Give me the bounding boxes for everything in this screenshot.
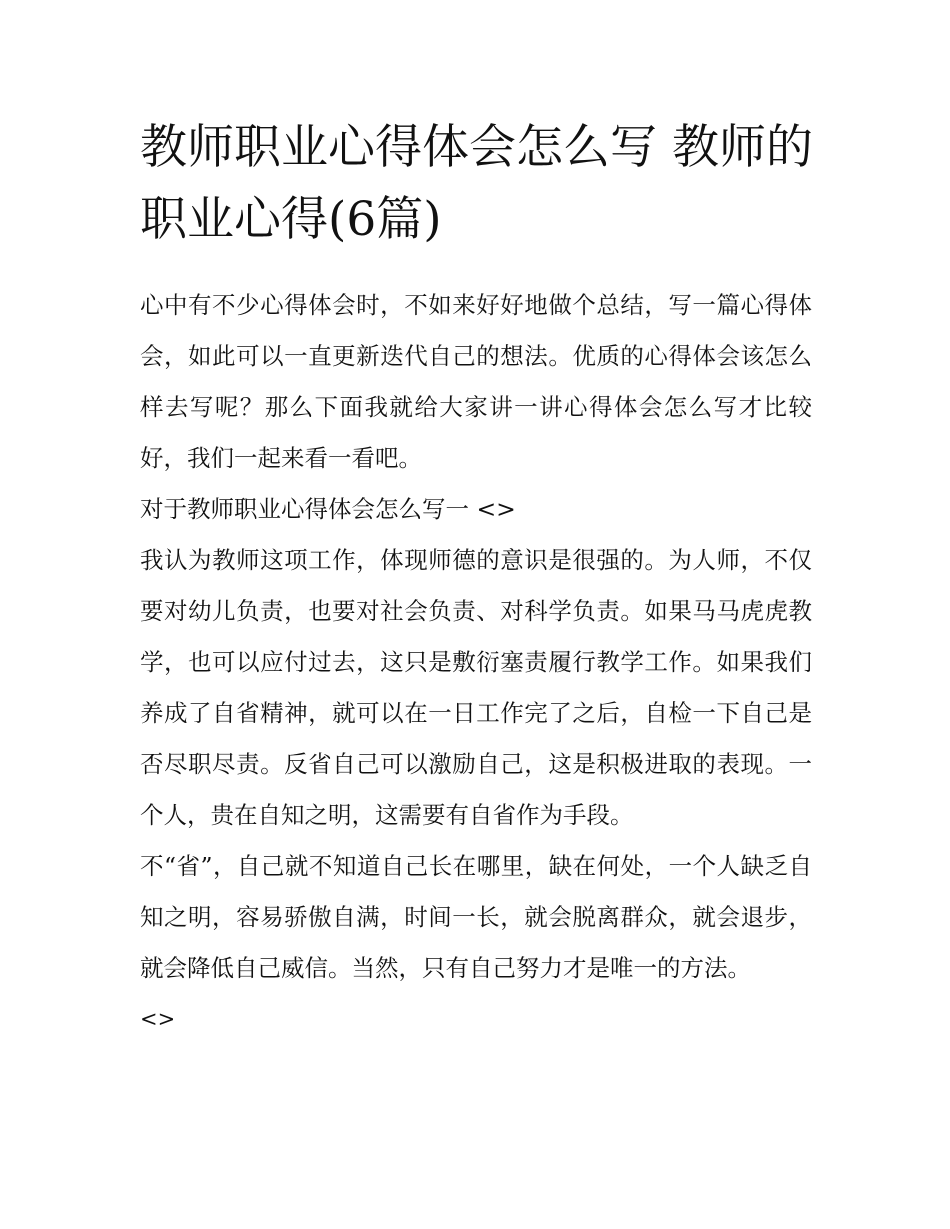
section-heading: 对于教师职业心得体会怎么写一 <> [140, 495, 516, 523]
intro-paragraph: 心中有不少心得体会时，不如来好好地做个总结，写一篇心得体会，如此可以一直更新迭代自己的想法。优质的心得体会该怎么样去写呢？那么下面我就给大家讲一讲心得体会怎么写才比较好，我们一起来看一看吧。 [140, 291, 812, 472]
document-body [140, 280, 812, 1045]
trailing-marker: <> [140, 1007, 176, 1031]
body-paragraph-1: 我认为教师这项工作，体现师德的意识是很强的。为人师，不仅要对幼儿负责，也要对社会负责、对科学负责。如果马马虎虎教学，也可以应付过去，这只是敷衍塞责履行教学工作。如果我们养成了自省精神，就可以在一日工作完了之后，自检一下自己是否尽职尽责。反省自己可以激励自己，这是积极进取的表现。一个人，贵在自知之明，这需要有自省作为手段。 [140, 546, 812, 829]
document-title: 教师职业心得体会怎么写 教师的职业心得(6篇) [140, 120, 813, 247]
body-paragraph-2: 不“省”，自己就不知道自己长在哪里，缺在何处，一个人缺乏自知之明，容易骄傲自满，时间一长，就会脱离群众，就会退步，就会降低自己威信。当然，只有自己努力才是唯一的方法。 [140, 852, 812, 982]
